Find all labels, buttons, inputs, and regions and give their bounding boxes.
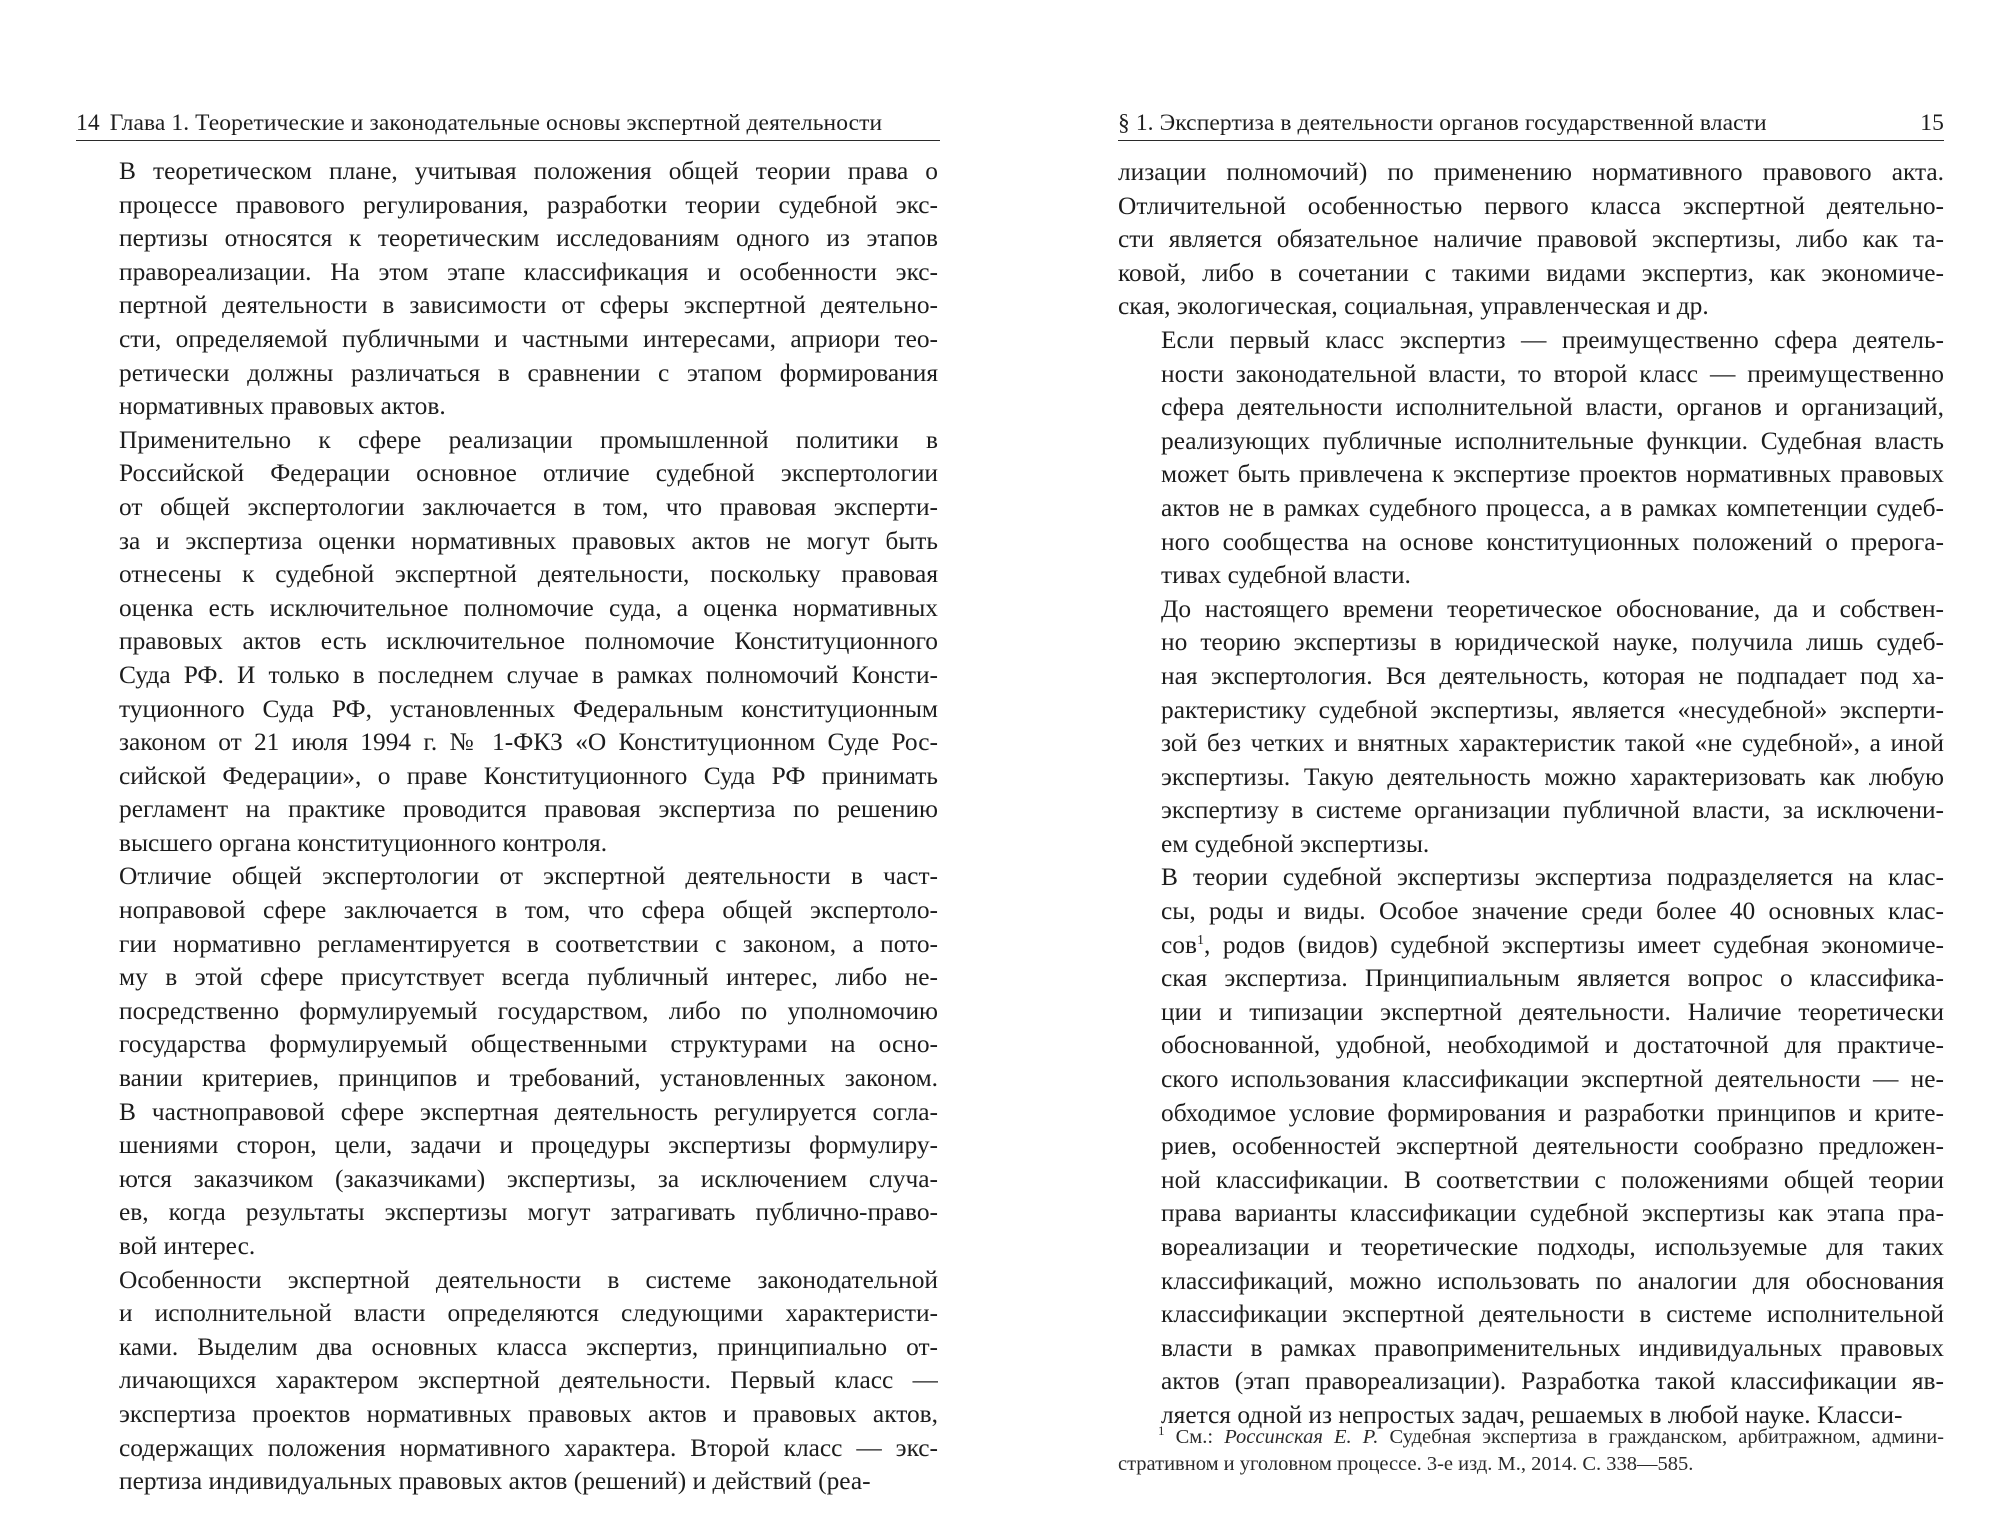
text-line: актов (этап правореализации). Разработка такой классификации яв- bbox=[1161, 1367, 1944, 1396]
text-line: классификаций, можно использовать по аналогии для обоснования bbox=[1161, 1266, 1944, 1295]
footnote-author: Россинская Е. Р. bbox=[1224, 1426, 1379, 1448]
text-line: вании критериев, принципов и требований, установленных законом. bbox=[119, 1064, 938, 1093]
paragraph bbox=[1118, 861, 1944, 1432]
text-line: ная экспертология. Вся деятельность, которая не подпадает под ха- bbox=[1161, 661, 1944, 690]
chapter-title: Глава 1. Теоретические и законодательные основы экспертной деятельности bbox=[109, 110, 883, 136]
text-line: государства формулируемый общественными структурами на осно- bbox=[119, 1030, 938, 1059]
text-line: ции и типизации экспертной деятельности. Наличие теоретически bbox=[1161, 997, 1944, 1026]
text-line: Суда РФ. И только в последнем случае в рамках полномочий Консти- bbox=[119, 660, 938, 689]
text-line: ной классификации. В соответствии с положениями общей теории bbox=[1161, 1165, 1944, 1194]
text-line: регламент на практике проводится правовая экспертиза по решению bbox=[119, 795, 938, 824]
text-line: сфера деятельности исполнительной власти, органов и организаций, bbox=[1161, 393, 1944, 422]
text-line: вой интерес. bbox=[119, 1232, 256, 1260]
paragraph bbox=[1118, 324, 1944, 593]
text-line: сти, определяемой публичными и частными интересами, априори тео- bbox=[119, 324, 938, 353]
text-line: сов$^1$, родов (видов) судебной экспертизы имеет судебная экономиче- bbox=[1161, 930, 1944, 959]
text-line: ками. Выделим два основных класса экспертиз, принципиально от- bbox=[119, 1332, 938, 1361]
paragraph bbox=[76, 424, 938, 861]
footnote-line: $^1$ См.: Россинская Е. Р. Судебная экспертиза в гражданском, арбитражном, админи- bbox=[1158, 1423, 1944, 1448]
text-line: отнесены к судебной экспертной деятельности, поскольку правовая bbox=[119, 560, 938, 589]
text-line: ного сообщества на основе конституционных положений о прерога- bbox=[1161, 527, 1944, 556]
footnote-line: стративном и уголовном процессе. 3-е изд. М., 2014. С. 338—585. bbox=[1118, 1453, 1694, 1475]
text-line: пертной деятельности в зависимости от сферы экспертной деятельно- bbox=[119, 291, 938, 320]
text-line: гии нормативно регламентируется в соответствии с законом, а пото- bbox=[119, 929, 938, 958]
text-line: за и экспертиза оценки нормативных правовых актов не могут быть bbox=[119, 526, 938, 555]
text-line: ев, когда результаты экспертизы могут затрагивать публично-право- bbox=[119, 1198, 938, 1227]
text-line: правовых актов есть исключительное полномочие Конституционного bbox=[119, 627, 938, 656]
left-page-body bbox=[76, 155, 938, 1499]
text-line: тивах судебной власти. bbox=[1161, 561, 1411, 590]
text-line: туционного Суда РФ, установленных Федеральным конституционным bbox=[119, 694, 938, 723]
text-line: от общей экспертологии заключается в том, что правовая эксперти- bbox=[119, 492, 938, 521]
footnote bbox=[1118, 1424, 1944, 1478]
text-line: законом от 21 июля 1994 г. № 1-ФКЗ «О Конституционном Суде Рос- bbox=[119, 728, 938, 757]
paragraph-continuation bbox=[1118, 156, 1944, 324]
text-line: пертизы относятся к теоретическим исследованиям одного из этапов bbox=[119, 224, 938, 253]
text-line: ская экспертиза. Принципиальным является вопрос о классифика- bbox=[1161, 964, 1944, 993]
text-line: содержащих положения нормативного характера. Второй класс — экс- bbox=[119, 1433, 938, 1462]
running-head-right bbox=[1118, 106, 1944, 141]
text-line: оценка есть исключительное полномочие суда, а оценка нормативных bbox=[119, 593, 938, 622]
right-page bbox=[1000, 0, 2000, 1529]
text-line: сти является обязательное наличие правовой экспертизы, либо как та- bbox=[1118, 225, 1944, 254]
text-line: ского использования классификации экспертной деятельности — не- bbox=[1161, 1065, 1944, 1094]
text-line: посредственно формулируемый государством, либо по уполномочию bbox=[119, 996, 938, 1025]
text-line: До настоящего времени теоретическое обоснование, да и собствен- bbox=[1161, 594, 1944, 623]
text-line: вореализации и теоретические подходы, используемые для таких bbox=[1161, 1233, 1944, 1261]
text-line: высшего органа конституционного контроля. bbox=[119, 828, 608, 857]
text-line: В теории судебной экспертизы экспертиза подразделяется на клас- bbox=[1161, 863, 1944, 892]
running-head-left bbox=[76, 106, 940, 141]
text-line: права варианты классификации судебной экспертизы как этапа пра- bbox=[1161, 1199, 1944, 1228]
text-line: экспертизы. Такую деятельность можно характеризовать как любую bbox=[1161, 762, 1944, 791]
text-line: Если первый класс экспертиз — преимущественно сфера деятель- bbox=[1161, 325, 1944, 354]
text-line: сийской Федерации», о праве Конституционного Суда РФ принимать bbox=[119, 761, 938, 790]
text-line: актов не в рамках судебного процесса, а в рамках компетенции судеб- bbox=[1161, 493, 1944, 522]
text-line: ская, экологическая, социальная, управленческая и др. bbox=[1118, 292, 1709, 321]
right-page-body bbox=[1118, 156, 1944, 1433]
text-line: ем судебной экспертизы. bbox=[1161, 829, 1430, 858]
paragraph bbox=[76, 155, 938, 424]
text-line: ковой, либо в сочетании с такими видами экспертиз, как экономиче- bbox=[1118, 258, 1944, 287]
text-line: зой без четких и внятных характеристик такой «не судебной», а иной bbox=[1161, 729, 1944, 758]
paragraph bbox=[76, 860, 938, 1263]
paragraph bbox=[76, 1264, 938, 1499]
text-line: Особенности экспертной деятельности в системе законодательной bbox=[119, 1265, 938, 1294]
text-line: и исполнительной власти определяются следующими характеристи- bbox=[119, 1299, 938, 1328]
text-line: В теоретическом плане, учитывая положения общей теории права о bbox=[119, 157, 938, 185]
text-line: ноправовой сфере заключается в том, что сфера общей экспертоло- bbox=[119, 896, 938, 925]
text-line: пертиза индивидуальных правовых актов (решений) и действий (реа- bbox=[119, 1467, 871, 1496]
paragraph bbox=[1118, 593, 1944, 862]
text-line: му в этой сфере присутствует всегда публичный интерес, либо не- bbox=[119, 963, 938, 992]
text-line: личающихся характером экспертной деятельности. Первый класс — bbox=[119, 1366, 938, 1395]
page-number-left: 14 bbox=[76, 110, 100, 136]
text-line: В частноправовой сфере экспертная деятельность регулируется согла- bbox=[119, 1097, 938, 1126]
text-line: Отличительной особенностью первого класса экспертной деятельно- bbox=[1118, 191, 1944, 220]
text-line: обходимое условие формирования и разработки принципов и крите- bbox=[1161, 1098, 1944, 1127]
text-line: лизации полномочий) по применению нормативного правового акта. bbox=[1118, 158, 1944, 186]
text-line: классификации экспертной деятельности в системе исполнительной bbox=[1161, 1300, 1944, 1329]
text-line: Применительно к сфере реализации промышленной политики в bbox=[119, 425, 938, 454]
text-line: Российской Федерации основное отличие судебной экспертологии bbox=[119, 459, 938, 488]
text-line: может быть привлечена к экспертизе проектов нормативных правовых bbox=[1161, 460, 1944, 489]
text-line: экспертиза проектов нормативных правовых актов и правовых актов, bbox=[119, 1399, 938, 1428]
text-line: ляется одной из непростых задач, решаемых в любой науке. Класси- bbox=[1161, 1400, 1903, 1429]
section-title: § 1. Экспертиза в деятельности органов государственной власти bbox=[1118, 110, 1767, 136]
text-line: ности законодательной власти, то второй класс — преимущественно bbox=[1161, 359, 1944, 388]
page-number-right: 15 bbox=[1920, 110, 1944, 136]
text-line: экспертизу в системе организации публичной власти, за исключени- bbox=[1161, 796, 1944, 825]
text-line: шениями сторон, цели, задачи и процедуры экспертизы формулиру- bbox=[119, 1131, 938, 1160]
text-line: процессе правового регулирования, разработки теории судебной экс- bbox=[119, 190, 938, 219]
footnote-mark: 1 bbox=[1158, 1423, 1165, 1438]
text-line: правореализации. На этом этапе классификация и особенности экс- bbox=[119, 257, 938, 286]
text-line: власти в рамках правоприменительных индивидуальных правовых bbox=[1161, 1333, 1944, 1362]
footnote-reference[interactable]: 1 bbox=[1196, 932, 1204, 948]
text-line: рактеристику судебной экспертизы, является «несудебной» эксперти- bbox=[1161, 695, 1944, 724]
text-line: Отличие общей экспертологии от экспертной деятельности в част- bbox=[119, 862, 938, 891]
text-line: но теорию экспертизы в юридической науке, получила лишь судеб- bbox=[1161, 628, 1944, 657]
text-line: сы, роды и виды. Особое значение среди более 40 основных клас- bbox=[1161, 897, 1944, 926]
text-line: риев, особенностей экспертной деятельности сообразно предложен- bbox=[1161, 1132, 1944, 1161]
text-line: реализующих публичные исполнительные функции. Судебная власть bbox=[1161, 426, 1944, 455]
text-line: нормативных правовых актов. bbox=[119, 392, 446, 421]
text-line: ются заказчиком (заказчиками) экспертизы, за исключением случа- bbox=[119, 1164, 938, 1193]
text-line: обоснованной, удобной, необходимой и достаточной для практиче- bbox=[1161, 1031, 1944, 1060]
text-line: ретически должны различаться в сравнении с этапом формирования bbox=[119, 358, 938, 387]
